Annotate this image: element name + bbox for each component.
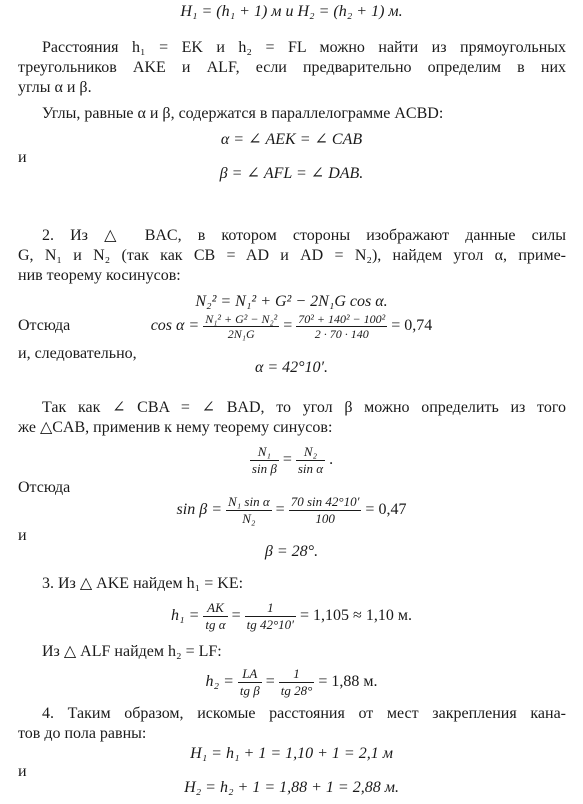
equals-sign: = (275, 501, 285, 518)
fraction-denominator: tg β (239, 682, 260, 698)
paragraph-line: 2. Из △ BAC, в котором стороны изображают данные силы (42, 227, 566, 244)
formula-h1 (0, 596, 583, 636)
formula-sine-law (0, 440, 583, 480)
paragraph-line: 4. Таким образом, искомые расстояния от мест закрепления кана- (42, 705, 566, 722)
formula-beta-angles: β = ∠ AFL = ∠ DAB. (219, 165, 364, 182)
conjunction-label: и (18, 527, 27, 544)
paragraph-line: G, N₁ и N₂ (так как CB = AD и AD = N₂), найдем угол α, приме- (18, 247, 566, 264)
fraction (203, 312, 279, 341)
formula-lhs: h₁ = (171, 607, 200, 624)
paragraph-line: Отсюда (18, 317, 71, 334)
formula-alpha-angles: α = ∠ AEK = ∠ CAB (220, 131, 363, 148)
formula-lhs: cos α = (150, 317, 200, 334)
fraction (238, 666, 262, 699)
fraction (296, 312, 387, 341)
paragraph-line: Отсюда (18, 479, 71, 496)
formula-H1-result: H₁ = h₁ + 1 = 1,10 + 1 = 2,1 м (190, 745, 393, 762)
fraction-denominator: tg α (205, 616, 226, 632)
formula-H2-result: H₂ = h₂ + 1 = 1,88 + 1 = 2,88 м. (184, 779, 399, 796)
fraction-denominator: 2 · 70 · 140 (296, 326, 387, 341)
paragraph-line: углы α и β. (18, 79, 92, 96)
fraction-denominator: sin α (297, 460, 324, 476)
fraction-denominator: sin β (251, 460, 277, 476)
formula-result: = 1,88 м. (318, 673, 378, 690)
paragraph-line: 3. Из △ AKE найдем h₁ = KE: (42, 575, 244, 592)
fraction-numerator: AK (207, 599, 224, 615)
paragraph-line: нив теорему косинусов: (18, 267, 181, 284)
paragraph-line: Углы, равные α и β, содержатся в параллелограмме ACBD: (42, 105, 444, 122)
fraction (296, 444, 325, 477)
formula-lhs: sin β = (176, 501, 222, 518)
fraction (245, 600, 296, 633)
formula-result: = 0,47 (365, 501, 407, 518)
paragraph-line: тов до пола равны: (18, 725, 147, 742)
paragraph-line: Так как ∠ CBA = ∠ BAD, то угол β можно определить из того (42, 399, 566, 416)
fraction-numerator: N₁ (257, 443, 271, 459)
fraction-numerator: 70² + 140² − 100² (298, 311, 386, 326)
equals-sign: = (265, 673, 275, 690)
formula-sin-beta (0, 490, 583, 530)
fraction-denominator: 100 (289, 510, 362, 527)
fraction (289, 494, 362, 527)
fraction (203, 600, 227, 633)
equals-sign: = (282, 451, 292, 468)
fraction (226, 494, 272, 527)
paragraph-line: же △CAB, применив к нему теорему синусов: (18, 419, 333, 436)
paragraph-line: Из △ ALF найдем h₂ = LF: (42, 643, 222, 660)
fraction-denominator: 2N₁G (203, 326, 279, 341)
formula-cos-alpha (0, 306, 583, 346)
conjunction-label: и (18, 149, 27, 166)
fraction-denominator: tg 42°10′ (246, 616, 295, 632)
period: . (329, 451, 334, 468)
fraction-numerator: 1 (267, 599, 274, 615)
formula-result: = 1,105 ≈ 1,10 м. (300, 607, 412, 624)
fraction-numerator: N₁² + G² − N₂² (205, 311, 278, 326)
equals-sign: = (283, 317, 293, 334)
fraction-numerator: 1 (293, 665, 300, 681)
fraction (279, 666, 315, 699)
fraction-numerator: LA (242, 665, 258, 681)
fraction-numerator: N₁ sin α (227, 493, 270, 509)
fraction-denominator: N₂ (226, 510, 272, 527)
formula-lhs: h₂ = (205, 673, 234, 690)
formula-H-definitions: H₁ = (h₁ + 1) м и H₂ = (h₂ + 1) м. (180, 3, 403, 20)
formula-result: = 0,74 (391, 317, 433, 334)
fraction (250, 444, 279, 477)
paragraph-line: треугольников AKE и ALF, если предварительно определим в них (18, 59, 566, 76)
formula-cosine-law: N₂² = N₁² + G² − 2N₁G cos α. (195, 293, 388, 310)
formula-h2 (0, 662, 583, 702)
conjunction-label: и (18, 763, 27, 780)
fraction-denominator: tg 28° (280, 682, 313, 698)
paragraph-line: и, следовательно, (18, 345, 137, 362)
formula-alpha-value: α = 42°10′. (254, 359, 329, 376)
equals-sign: = (231, 607, 241, 624)
paragraph-line: Расстояния h₁ = EK и h₂ = FL можно найти из прямоугольных (42, 39, 566, 56)
fraction-numerator: N₂ (303, 443, 318, 459)
fraction-numerator: 70 sin 42°10′ (290, 493, 360, 509)
formula-beta-value: β = 28°. (264, 543, 319, 560)
